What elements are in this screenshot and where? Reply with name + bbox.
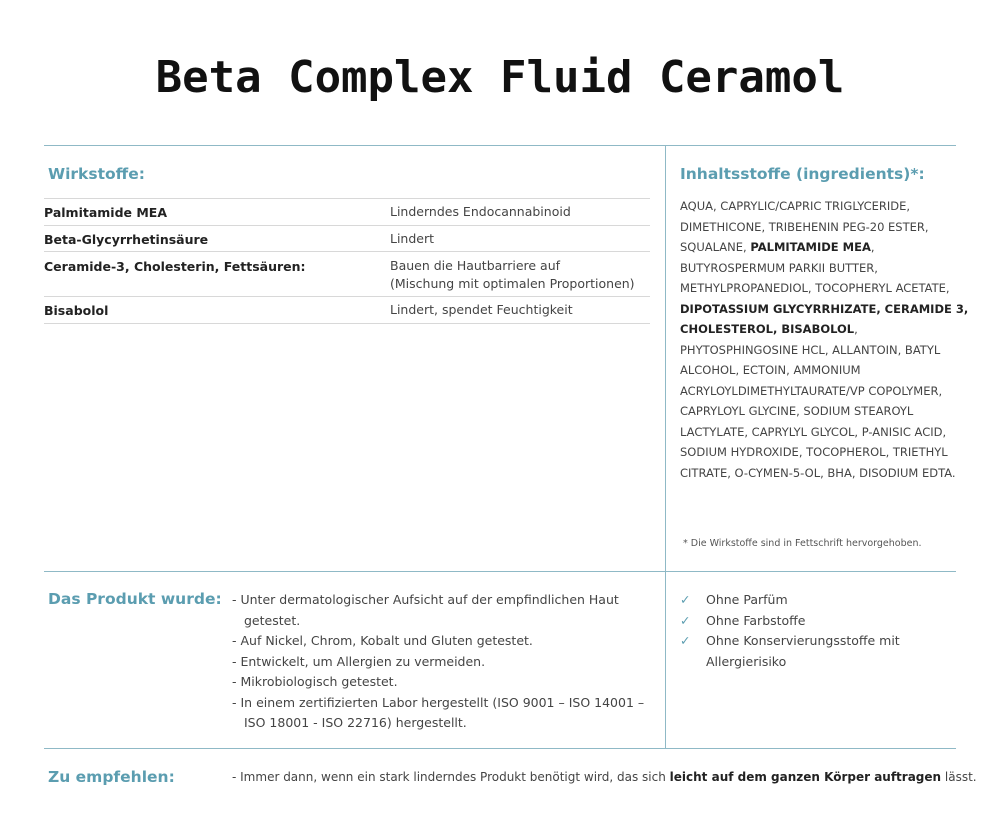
divider-middle <box>44 571 956 572</box>
table-row-divider <box>44 251 650 252</box>
list-item: - Mikrobiologisch getestet. <box>232 674 398 689</box>
recommend-heading: Zu empfehlen: <box>48 768 175 786</box>
ingredients-heading: Inhaltsstoffe (ingredients)*: <box>680 165 925 183</box>
check-label: Ohne Konservierungsstoffe mit Allergierisiko <box>706 633 900 669</box>
product-heading: Das Produkt wurde: <box>48 590 222 608</box>
active-effect: Bauen die Hautbarriere auf <box>390 258 561 273</box>
recommend-part: lässt. <box>941 770 977 784</box>
check-item <box>680 631 906 672</box>
product-list <box>232 590 652 734</box>
check-item <box>680 611 906 632</box>
active-name: Ceramide-3, Cholesterin, Fettsäuren: <box>44 259 306 274</box>
active-name: Palmitamide MEA <box>44 205 168 220</box>
checkmark-icon: ✓ <box>680 592 691 607</box>
check-item <box>680 590 906 611</box>
ingredients-list <box>680 196 970 483</box>
table-row-divider <box>44 225 650 226</box>
active-name: Bisabolol <box>44 303 109 318</box>
table-row-divider <box>44 323 650 324</box>
divider-top <box>44 145 956 146</box>
ingredients-active: DIPOTASSIUM GLYCYRRHIZATE, CERAMIDE 3, CHOLESTEROL, BISABOLOL <box>680 301 969 336</box>
list-item: - Entwickelt, um Allergien zu vermeiden. <box>232 653 486 669</box>
ingredients-text: AQUA, CAPRYLIC/CAPRIC TRIGLYCERIDE, DIMETHICONE, TRIBEHENIN PEG-20 ESTER, SQUALANE, <box>680 199 929 254</box>
check-label: Ohne Parfüm <box>706 592 788 607</box>
page-title: Beta Complex Fluid Ceramol <box>155 52 845 103</box>
list-item: - Auf Nickel, Chrom, Kobalt und Gluten getestet. <box>232 633 533 648</box>
active-effect: Lindert, spendet Feuchtigkeit <box>390 302 573 317</box>
free-from-list <box>680 590 906 672</box>
divider-vertical <box>665 145 666 749</box>
recommend-text <box>232 770 977 784</box>
ingredients-text: , PHYTOSPHINGOSINE HCL, ALLANTOIN, BATYL ALCOHOL, ECTOIN, AMMONIUM ACRYLOYLDIMETHYLTAURATE/VP COPOLYMER, CAPRYLOYL GLYCINE, SODIUM STEAROYL LACTYLATE, CAPRYLYL GLYCOL, P-ANISIC ACID, SODIUM HYDROXIDE, TOCOPHEROL, TRIETHYL CITRATE, O-CYMEN-5-OL, BHA, DISODIUM EDTA. <box>680 322 956 480</box>
active-heading: Wirkstoffe: <box>48 165 145 183</box>
ingredients-text: , BUTYROSPERMUM PARKII BUTTER, METHYLPROPANEDIOL, TOCOPHERYL ACETATE, <box>680 240 950 295</box>
active-effect: (Mischung mit optimalen Proportionen) <box>390 276 635 291</box>
ingredients-active: PALMITAMIDE MEA <box>750 240 871 254</box>
checkmark-icon: ✓ <box>680 633 691 648</box>
active-effect: Lindert <box>390 231 435 246</box>
active-name: Beta-Glycyrrhetinsäure <box>44 232 209 247</box>
recommend-bold: leicht auf dem ganzen Körper auftragen <box>669 770 942 784</box>
table-row-divider <box>44 296 650 297</box>
divider-bottom <box>44 748 956 749</box>
checkmark-icon: ✓ <box>680 612 691 628</box>
active-effect: Linderndes Endocannabinoid <box>390 204 571 219</box>
check-label: Ohne Farbstoffe <box>706 612 806 628</box>
ingredients-footnote: * Die Wirkstoffe sind in Fettschrift hervorgehoben. <box>683 538 922 549</box>
list-item: - In einem zertifizierten Labor hergestellt (ISO 9001 – ISO 14001 – ISO 18001 - ISO 22716) hergestellt. <box>232 694 645 730</box>
recommend-part: - Immer dann, wenn ein stark linderndes Produkt benötigt wird, das sich <box>232 770 670 784</box>
table-row-divider <box>44 198 650 199</box>
list-item: - Unter dermatologischer Aufsicht auf der empfindlichen Haut getestet. <box>232 592 619 628</box>
